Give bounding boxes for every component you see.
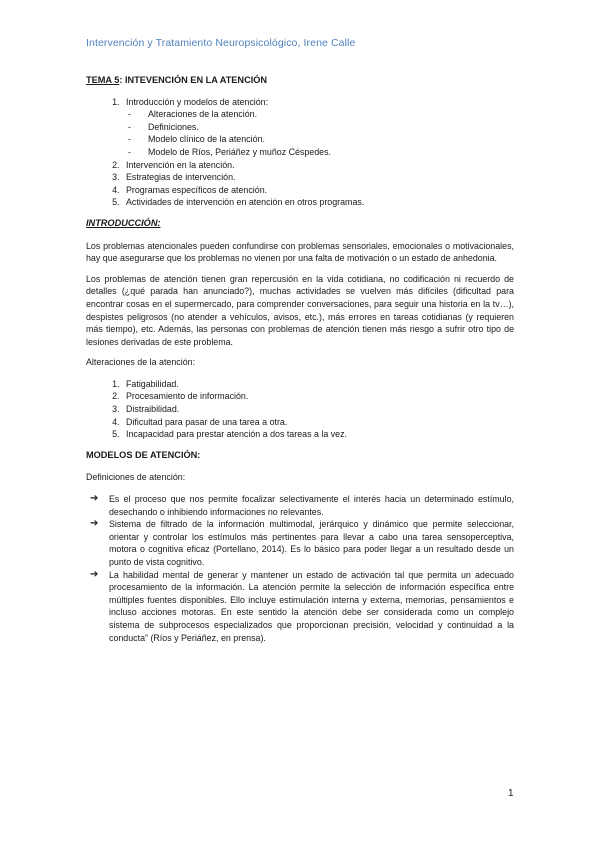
models-heading: MODELOS DE ATENCIÓN: [86, 449, 201, 460]
page-content [86, 74, 514, 644]
arrow-right-icon: ➔ [90, 568, 99, 580]
list-item: 1. Fatigabilidad. [122, 378, 514, 391]
toc-item [122, 184, 514, 197]
list-item: 2. Procesamiento de información. [122, 390, 514, 403]
alteraciones-list [86, 378, 514, 441]
toc-item-label: Programas específicos de atención. [126, 184, 268, 195]
list-item: 3. Distraibilidad. [122, 403, 514, 416]
running-header: Intervención y Tratamiento Neuropsicológico, Irene Calle [86, 37, 356, 49]
list-item: 4. Dificultad para pasar de una tarea a otra. [122, 416, 514, 429]
toc-subitem: - Alteraciones de la atención. [126, 108, 514, 121]
intro-heading: INTRODUCCIÓN: [86, 217, 161, 228]
page-number: 1 [508, 788, 514, 799]
paragraph: Los problemas atencionales pueden confundirse con problemas sensoriales, emocionales o motivacionales, hay que asegurarse que los problemas no vienen por una falta de motivación o un estado de anhedonia. [86, 240, 514, 264]
definiciones-label: Definiciones de atención: [86, 472, 186, 483]
paragraph: Los problemas de atención tienen gran repercusión en la vida cotidiana, no codificación ni recuerdo de detalles (¿qué parada han anunciado?), muchas actividades se vuelven más difíciles (dificultad para encontrar cosas en el supermercado, para comprender conversaciones, para seguir una historia en la tv…), despistes peligrosos (no atender a vehículos, avisos, etc.), más errores en tareas cotidianas (y requieren más tiempo), etc. Además, las personas con problemas de atención tienen más riesgo a sufrir otro tipo de lesiones derivadas de este problema. [86, 273, 514, 347]
toc-item [122, 171, 514, 184]
definition-item [86, 493, 514, 518]
chapter-number: TEMA 5 [86, 75, 120, 85]
chapter-title [86, 74, 514, 87]
toc-item [122, 96, 514, 159]
toc-item [122, 196, 514, 209]
arrow-right-icon: ➔ [90, 493, 99, 505]
toc-item [122, 159, 514, 172]
list-item: 5. Incapacidad para prestar atención a dos tareas a la vez. [122, 428, 514, 441]
table-of-contents [86, 96, 514, 209]
definition-text: Sistema de filtrado de la información multimodal, jerárquico y dinámico que permite seleccionar, orientar y controlar los estímulos más pertinentes para llevar a cabo una tarea sensoperceptiva, motora o cognitiva eficaz (Portellano, 2014). Es lo básico para poder llegar a un resultado desde un punto de vista cognitivo. [109, 519, 514, 567]
toc-item-label: Introducción y modelos de atención: [126, 96, 269, 107]
toc-sublist [126, 108, 514, 158]
definition-item [86, 518, 514, 568]
toc-item-label: Actividades de intervención en atención en otros programas. [126, 197, 365, 208]
alteraciones-label: Alteraciones de la atención: [86, 357, 196, 368]
toc-subitem: - Modelo de Ríos, Periáñez y muñoz Céspedes. [126, 146, 514, 159]
chapter-title-text: : INTEVENCIÓN EN LA ATENCIÓN [119, 75, 268, 85]
definition-item [86, 569, 514, 645]
definition-text: Es el proceso que nos permite focalizar selectivamente el interés hacia un determinado estímulo, desechando o inhibiendo informaciones no relevantes. [109, 494, 514, 517]
arrow-right-icon: ➔ [90, 518, 99, 530]
toc-subitem: - Modelo clínico de la atención. [126, 133, 514, 146]
definiciones-list [86, 493, 514, 644]
toc-subitem: - Definiciones. [126, 121, 514, 134]
definition-text: La habilidad mental de generar y mantener un estado de activación tal que permita un adecuado procesamiento de la información. La atención permite la selección de información específica entre múltiples fuentes disponibles. Ello incluye estimulación interna y externa, memorias, pensamientos e incluso acciones motoras. En este sentido la atención debe ser considerada como un complejo sistema de subprocesos especializados que proporcionan precisión, velocidad y continuidad a la conducta” (Ríos y Periáñez, en prensa). [109, 569, 514, 643]
toc-item-label: Intervención en la atención. [126, 159, 235, 170]
toc-item-label: Estrategias de intervención. [126, 172, 236, 183]
